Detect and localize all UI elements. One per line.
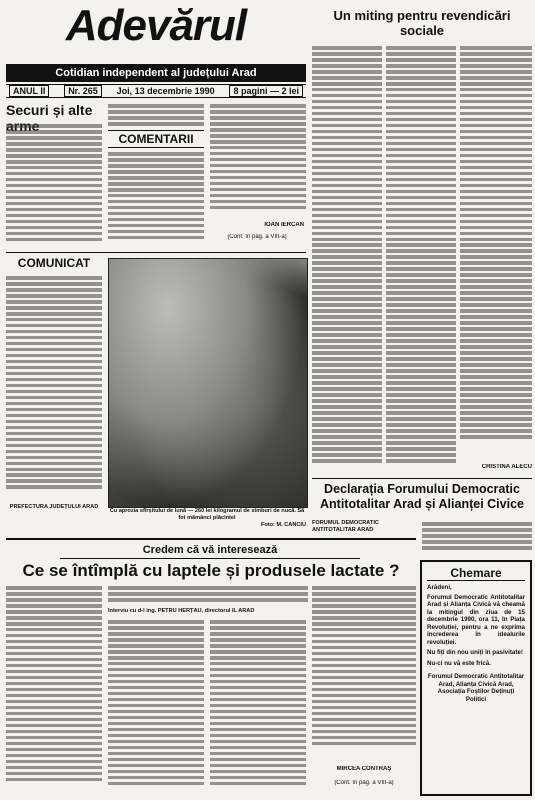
lead-headline: Securi și alte: [6, 102, 93, 118]
milk-kicker: Credem că vă interesează: [60, 542, 360, 559]
summons-line2: Nu fiți din nou uniți în pasivitate!: [427, 649, 523, 656]
declaration-text: [422, 520, 532, 552]
meeting-column-3: [460, 44, 532, 462]
meeting-headline: Un miting pentru revendicări sociale: [333, 8, 511, 38]
declaration-headline: Declarația Forumului Democratic Antitotalitar Arad și Alianței Civice: [320, 482, 524, 511]
declaration-signature: FORUMUL DEMOCRATIC ANTITOTALITAR ARAD: [312, 520, 379, 533]
issue-year: ANUL II: [9, 85, 49, 97]
summons-body: Forumul Democratic Antitotalitar Arad și Alianța Civică vă cheamă la mitingul din ziua de 15 decembrie 1990, ora 11, în Piața Revoluției, pentru a ne exprima încrederea în idealurile revoluției.: [427, 593, 525, 646]
milk-column-4: [312, 584, 416, 762]
market-photo: [108, 258, 308, 508]
milk-column-1: [6, 584, 102, 798]
summons-signatures: Forumul Democratic Antitotalitar Arad, Alianța Civică Arad, Asociația Foștilor Deținuți Politici: [427, 673, 525, 703]
issue-date: Joi, 13 decembrie 1990: [116, 86, 215, 96]
lead-column-1: [6, 122, 102, 248]
communique-label: COMUNICAT: [17, 256, 91, 270]
meeting-column-2: [386, 44, 456, 476]
lead-column-2-top: [108, 102, 204, 128]
milk-column-3: [210, 618, 306, 798]
communique: [6, 256, 102, 520]
meeting-headline-box: [312, 8, 532, 40]
masthead: [6, 0, 306, 64]
summons-headline: Chemare: [427, 566, 525, 581]
summons-box: [420, 560, 532, 796]
meeting-author: CRISTINA ALECU: [481, 464, 532, 470]
issue-bar: [6, 84, 306, 98]
lead-article: [6, 102, 306, 250]
commentary-author: IOAN IERCAN: [264, 222, 304, 228]
photo-caption: Cu aprozia sfîrșitului de lună — 260 lei kilogramul de sîmburi de nucă. Să fot mămânci plăcintel: [109, 508, 305, 521]
photo-credit: Foto: M. CANCIU: [260, 522, 306, 528]
lead-column-2: [108, 150, 204, 248]
meeting-column-1: [312, 44, 382, 476]
declaration-headline-box: [312, 482, 532, 516]
milk-column-2: [108, 618, 204, 798]
milk-continued: (Cont. în pag. a VIII-a): [334, 780, 394, 786]
commentary-continued: (Cont. în pag. a VIII-a): [227, 234, 287, 240]
milk-intro-text: [108, 584, 308, 608]
milk-headline-box: [6, 560, 416, 582]
newspaper-title: Adevărul: [65, 1, 247, 50]
milk-headline: Ce se întîmplă cu laptele și produsele lactate ?: [22, 561, 400, 580]
milk-interview: Interviu cu d-l ing. PETRU HERȚĂU, directorul IL ARAD: [108, 608, 255, 614]
commentary-label: COMENTARII: [108, 130, 204, 148]
summons-intro: Arădeni,: [427, 584, 452, 591]
issue-number: Nr. 265: [64, 85, 102, 97]
communique-signature: PREFECTURA JUDEȚULUI ARAD: [9, 504, 99, 510]
summons-line3: Nu-ci nu vă este frică.: [427, 659, 491, 667]
milk-author: MIRCEA CONTRAȘ: [336, 766, 392, 772]
communique-text: [6, 274, 102, 502]
newspaper-subtitle: Cotidian independent al județului Arad: [6, 64, 306, 82]
lead-column-3: [210, 102, 306, 222]
issue-pages-price: 8 pagini — 2 lei: [229, 85, 303, 97]
